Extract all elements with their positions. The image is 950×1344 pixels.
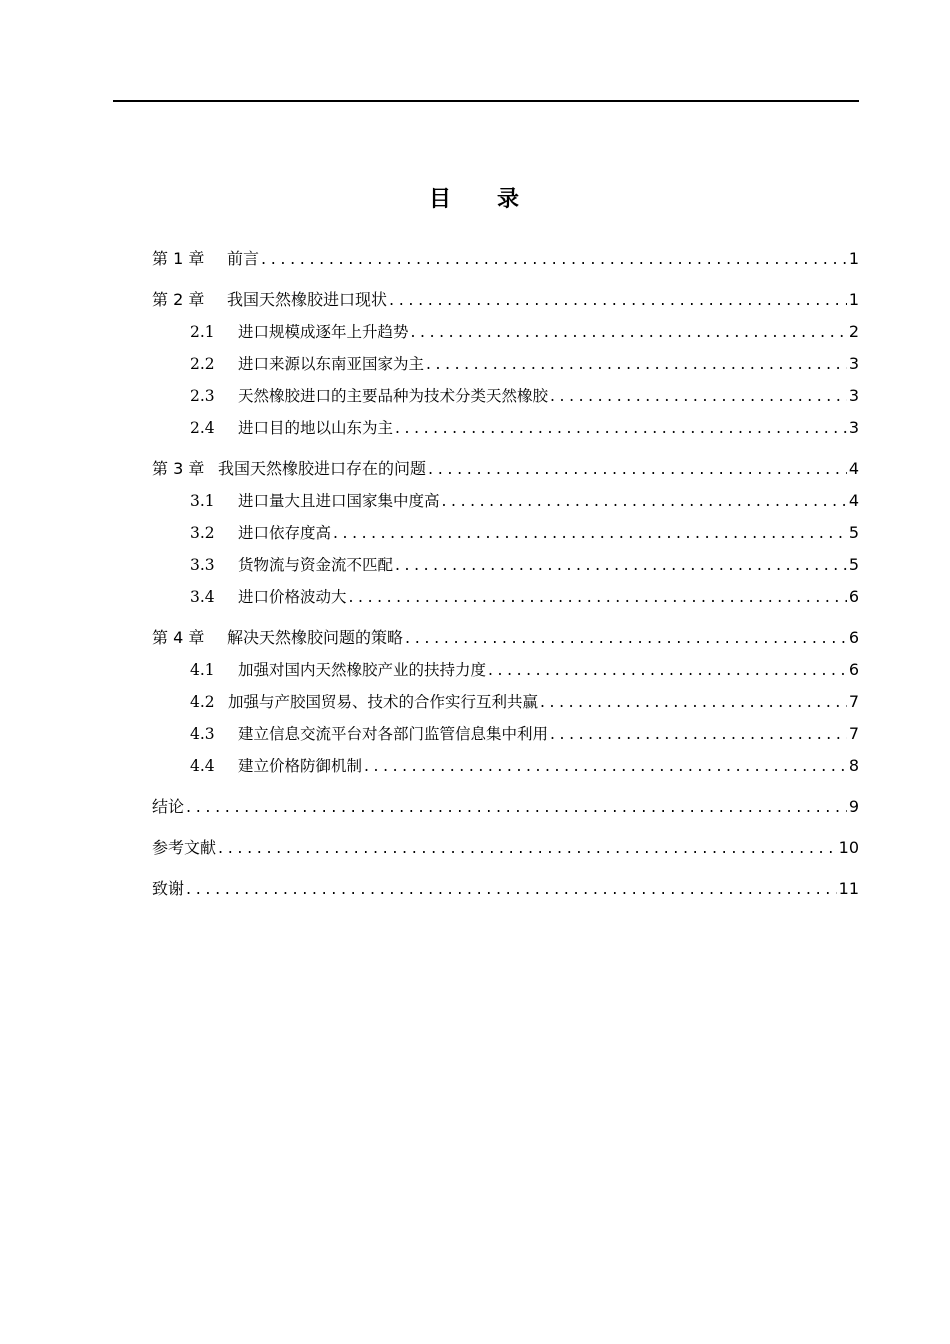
toc-entry-label: 结论 <box>152 797 185 816</box>
toc-page-number: 6 <box>848 628 859 647</box>
toc-dot-leader <box>395 412 847 444</box>
toc-entry-number: 第 4 章 <box>152 628 205 647</box>
toc-dot-leader <box>428 453 847 485</box>
toc-page-number: 7 <box>848 724 859 743</box>
toc-page-number: 10 <box>838 838 859 857</box>
toc-chapter-entry[interactable] <box>152 873 859 905</box>
toc-entry-label: 进口价格波动大 <box>238 588 347 606</box>
toc-dot-leader <box>411 316 847 348</box>
title-char-left: 目 <box>428 187 453 212</box>
toc-entry-label: 进口量大且进口国家集中度高 <box>238 492 440 510</box>
toc-entry-label: 参考文献 <box>152 838 217 857</box>
table-of-contents <box>152 243 859 905</box>
toc-entry-label: 进口规模成逐年上升趋势 <box>238 323 409 341</box>
toc-page-number: 8 <box>848 756 859 775</box>
toc-entry-number: 4.4 <box>190 757 215 775</box>
toc-page-number: 5 <box>848 523 859 542</box>
toc-entry-number: 2.3 <box>190 387 215 405</box>
toc-dot-leader <box>349 581 847 613</box>
toc-dot-leader <box>333 517 847 549</box>
toc-section-entry[interactable] <box>152 718 859 750</box>
toc-chapter-entry[interactable] <box>152 622 859 654</box>
toc-entry-number: 3.4 <box>190 588 215 606</box>
toc-section-entry[interactable] <box>152 517 859 549</box>
toc-page-number: 2 <box>848 322 859 341</box>
toc-entry-label: 建立信息交流平台对各部门监管信息集中利用 <box>238 725 549 743</box>
toc-page-number: 9 <box>848 797 859 816</box>
toc-entry-number: 4.2 <box>190 693 215 711</box>
toc-page-number: 1 <box>848 249 859 268</box>
toc-chapter-entry[interactable] <box>152 453 859 485</box>
toc-entry-label: 解决天然橡胶问题的策略 <box>227 628 404 647</box>
toc-dot-leader <box>186 873 837 905</box>
toc-dot-leader <box>550 380 847 412</box>
toc-entry-label: 加强与产胶国贸易、技术的合作实行互利共赢 <box>228 693 539 711</box>
toc-dot-leader <box>364 750 847 782</box>
toc-entry-number: 3.1 <box>190 492 215 510</box>
toc-dot-leader <box>186 791 847 823</box>
toc-entry-number: 3.2 <box>190 524 215 542</box>
toc-entry-number: 第 3 章 <box>152 459 205 478</box>
toc-section-entry[interactable] <box>152 380 859 412</box>
toc-entry-label: 前言 <box>227 249 260 268</box>
toc-entry-label: 建立价格防御机制 <box>238 757 363 775</box>
toc-page-number: 7 <box>848 692 859 711</box>
toc-entry-number: 3.3 <box>190 556 215 574</box>
page-title <box>0 182 950 213</box>
toc-entry-number: 4.3 <box>190 725 215 743</box>
toc-entry-label: 进口来源以东南亚国家为主 <box>238 355 425 373</box>
toc-section-entry[interactable] <box>152 316 859 348</box>
toc-page-number: 3 <box>848 386 859 405</box>
toc-page-number: 6 <box>848 587 859 606</box>
toc-dot-leader <box>488 654 847 686</box>
header-rule <box>113 100 859 102</box>
toc-entry-number: 2.1 <box>190 323 215 341</box>
toc-page-number: 5 <box>848 555 859 574</box>
toc-dot-leader <box>389 284 847 316</box>
toc-entry-number: 2.2 <box>190 355 215 373</box>
toc-entry-number: 2.4 <box>190 419 215 437</box>
toc-entry-number: 第 2 章 <box>152 290 205 309</box>
toc-chapter-entry[interactable] <box>152 832 859 864</box>
toc-dot-leader <box>395 549 847 581</box>
toc-entry-label: 货物流与资金流不匹配 <box>238 556 394 574</box>
toc-section-entry[interactable] <box>152 348 859 380</box>
toc-section-entry[interactable] <box>152 750 859 782</box>
toc-page-number: 4 <box>848 459 859 478</box>
toc-dot-leader <box>218 832 837 864</box>
toc-dot-leader <box>540 686 847 718</box>
toc-entry-label: 进口依存度高 <box>238 524 332 542</box>
toc-page-number: 11 <box>838 879 859 898</box>
toc-page-number: 4 <box>848 491 859 510</box>
toc-section-entry[interactable] <box>152 485 859 517</box>
toc-section-entry[interactable] <box>152 686 859 718</box>
toc-dot-leader <box>405 622 847 654</box>
toc-dot-leader <box>550 718 847 750</box>
title-char-right: 录 <box>497 187 522 212</box>
toc-dot-leader <box>261 243 847 275</box>
toc-page-number: 1 <box>848 290 859 309</box>
toc-entry-label: 进口目的地以山东为主 <box>238 419 394 437</box>
toc-section-entry[interactable] <box>152 581 859 613</box>
toc-section-entry[interactable] <box>152 654 859 686</box>
toc-chapter-entry[interactable] <box>152 284 859 316</box>
toc-chapter-entry[interactable] <box>152 791 859 823</box>
toc-section-entry[interactable] <box>152 549 859 581</box>
toc-entry-label: 天然橡胶进口的主要品种为技术分类天然橡胶 <box>238 387 549 405</box>
toc-entry-number: 4.1 <box>190 661 215 679</box>
toc-entry-label: 我国天然橡胶进口现状 <box>227 290 388 309</box>
toc-chapter-entry[interactable] <box>152 243 859 275</box>
toc-entry-number: 第 1 章 <box>152 249 205 268</box>
toc-page-number: 6 <box>848 660 859 679</box>
toc-entry-label: 我国天然橡胶进口存在的问题 <box>218 459 427 478</box>
toc-dot-leader <box>426 348 847 380</box>
toc-page-number: 3 <box>848 354 859 373</box>
toc-dot-leader <box>442 485 847 517</box>
toc-entry-label: 致谢 <box>152 879 185 898</box>
toc-entry-label: 加强对国内天然橡胶产业的扶持力度 <box>238 661 487 679</box>
toc-section-entry[interactable] <box>152 412 859 444</box>
toc-page-number: 3 <box>848 418 859 437</box>
